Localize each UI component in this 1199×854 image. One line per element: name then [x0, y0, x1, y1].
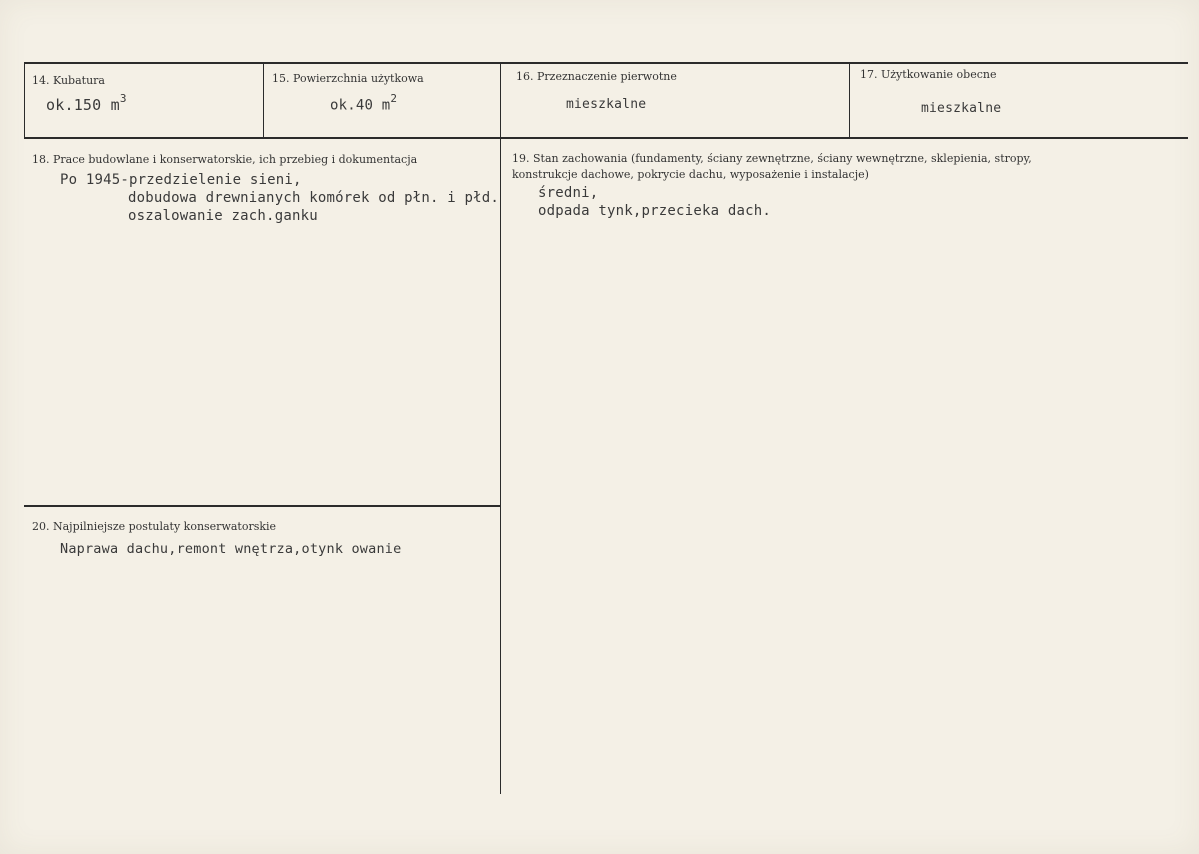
field-14-label: 14. Kubatura [32, 74, 105, 87]
divider-14-15 [263, 64, 264, 138]
field-14-value-text: ok.150 m [46, 96, 120, 114]
field-16-value: mieszkalne [566, 97, 647, 112]
divider-16-17 [849, 64, 850, 138]
field-18-line-2: dobudowa drewnianych komórek od płn. i płd. [128, 190, 500, 206]
field-18-line-1: Po 1945-przedzielenie sieni, [60, 172, 302, 188]
field-20-label: 20. Najpilniejsze postulaty konserwatorskie [32, 520, 277, 533]
header-row-bottom-rule [24, 137, 1188, 139]
top-rule [24, 62, 1188, 64]
field-15-label: 15. Powierzchnia użytkowa [272, 72, 424, 85]
field-19-line-2: odpada tynk,przecieka dach. [538, 203, 771, 219]
field-19-label-line-1: 19. Stan zachowania (fundamenty, ściany zewnętrzne, ściany wewnętrzne, sklepienia, stropy, [512, 152, 1032, 165]
left-border [24, 62, 25, 139]
field-19-label [512, 151, 1032, 183]
field-14-value [46, 94, 127, 114]
field-17-label: 17. Użytkowanie obecne [860, 68, 997, 81]
field-18-line-3: oszalowanie zach.ganku [128, 208, 318, 224]
field-19-label-line-2: konstrukcje dachowe, pokrycie dachu, wyposażenie i instalacje) [512, 168, 869, 181]
field-15-value-text: ok.40 m [330, 97, 391, 114]
field-15-value [330, 94, 397, 114]
field-14-unit-sup: 3 [119, 92, 127, 105]
field-17-value: mieszkalne [921, 101, 1002, 116]
field-18-label: 18. Prace budowlane i konserwatorskie, ich przebieg i dokumentacja [32, 153, 418, 166]
divider-15-16 [500, 64, 501, 794]
field-19-line-1: średni, [538, 185, 599, 201]
section-20-top-rule [24, 505, 500, 507]
field-15-unit-sup: 2 [390, 92, 398, 105]
field-16-label: 16. Przeznaczenie pierwotne [516, 70, 677, 83]
field-20-value: Naprawa dachu,remont wnętrza,otynk owanie [60, 541, 402, 557]
